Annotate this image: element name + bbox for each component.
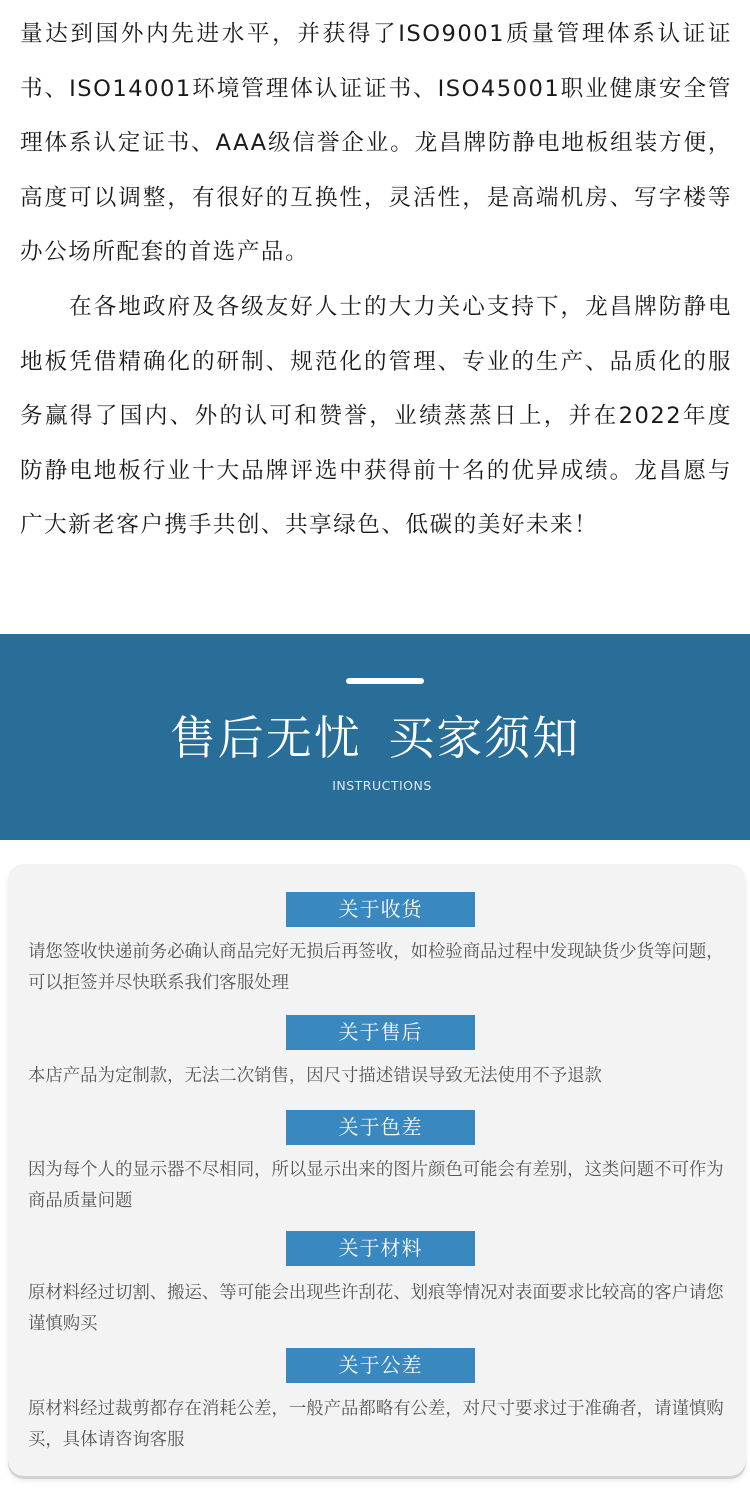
notice-text-after-sales: 本店产品为定制款，无法二次销售，因尺寸描述错误导致无法使用不予退款 (28, 1066, 602, 1086)
notice-title-receiving: 关于收货 (286, 892, 475, 927)
banner-subtitle: INSTRUCTIONS (332, 778, 432, 793)
notice-title-tolerance: 关于公差 (286, 1348, 475, 1383)
intro-paragraph: 在各地政府及各级友好人士的大力关心支持下，龙昌牌防静电地板凭借精确化的研制、规范化的管理、专业的生产、品质化的服务赢得了国内、外的认可和赞誉，业绩蒸蒸日上，并在2022年度防静电地板行业十大品牌评选中获得前十名的优异成绩。龙昌愿与广大新老客户携手共创、共享绿色、低碳的美好未来！ (20, 294, 732, 538)
intro-paragraph: 量达到国外内先进水平，并获得了ISO9001质量管理体系认证证书、ISO14001环境管理体认证证书、ISO45001职业健康安全管理体系认定证书、AAA级信誉企业。龙昌牌防静电地板组装方便，高度可以调整，有很好的互换性，灵活性，是高端机房、写字楼等办公场所配套的首选产品。 (20, 21, 732, 265)
notice-text-receiving: 请您签收快递前务必确认商品完好无损后再签收，如检验商品过程中发现缺货少货等问题，可以拒签并尽快联系我们客服处理 (28, 942, 724, 993)
after-sales-banner (0, 634, 750, 840)
notice-text-color-difference: 因为每个人的显示器不尽相同，所以显示出来的图片颜色可能会有差别，这类问题不可作为商品质量问题 (28, 1160, 724, 1211)
banner-title: 售后无忧 买家须知 (169, 711, 581, 765)
notice-title-color-difference: 关于色差 (286, 1110, 475, 1145)
notice-title-after-sales: 关于售后 (286, 1015, 475, 1050)
buyer-notice-card (8, 864, 746, 1476)
notice-text-material: 原材料经过切割、搬运、等可能会出现些许刮花、划痕等情况对表面要求比较高的客户请您谨慎购买 (28, 1283, 724, 1334)
company-intro (0, 0, 750, 634)
notice-title-material: 关于材料 (286, 1231, 475, 1266)
notice-text-tolerance: 原材料经过裁剪都存在消耗公差，一般产品都略有公差，对尺寸要求过于准确者，请谨慎购买，具体请咨询客服 (28, 1399, 724, 1450)
banner-divider (346, 678, 424, 684)
